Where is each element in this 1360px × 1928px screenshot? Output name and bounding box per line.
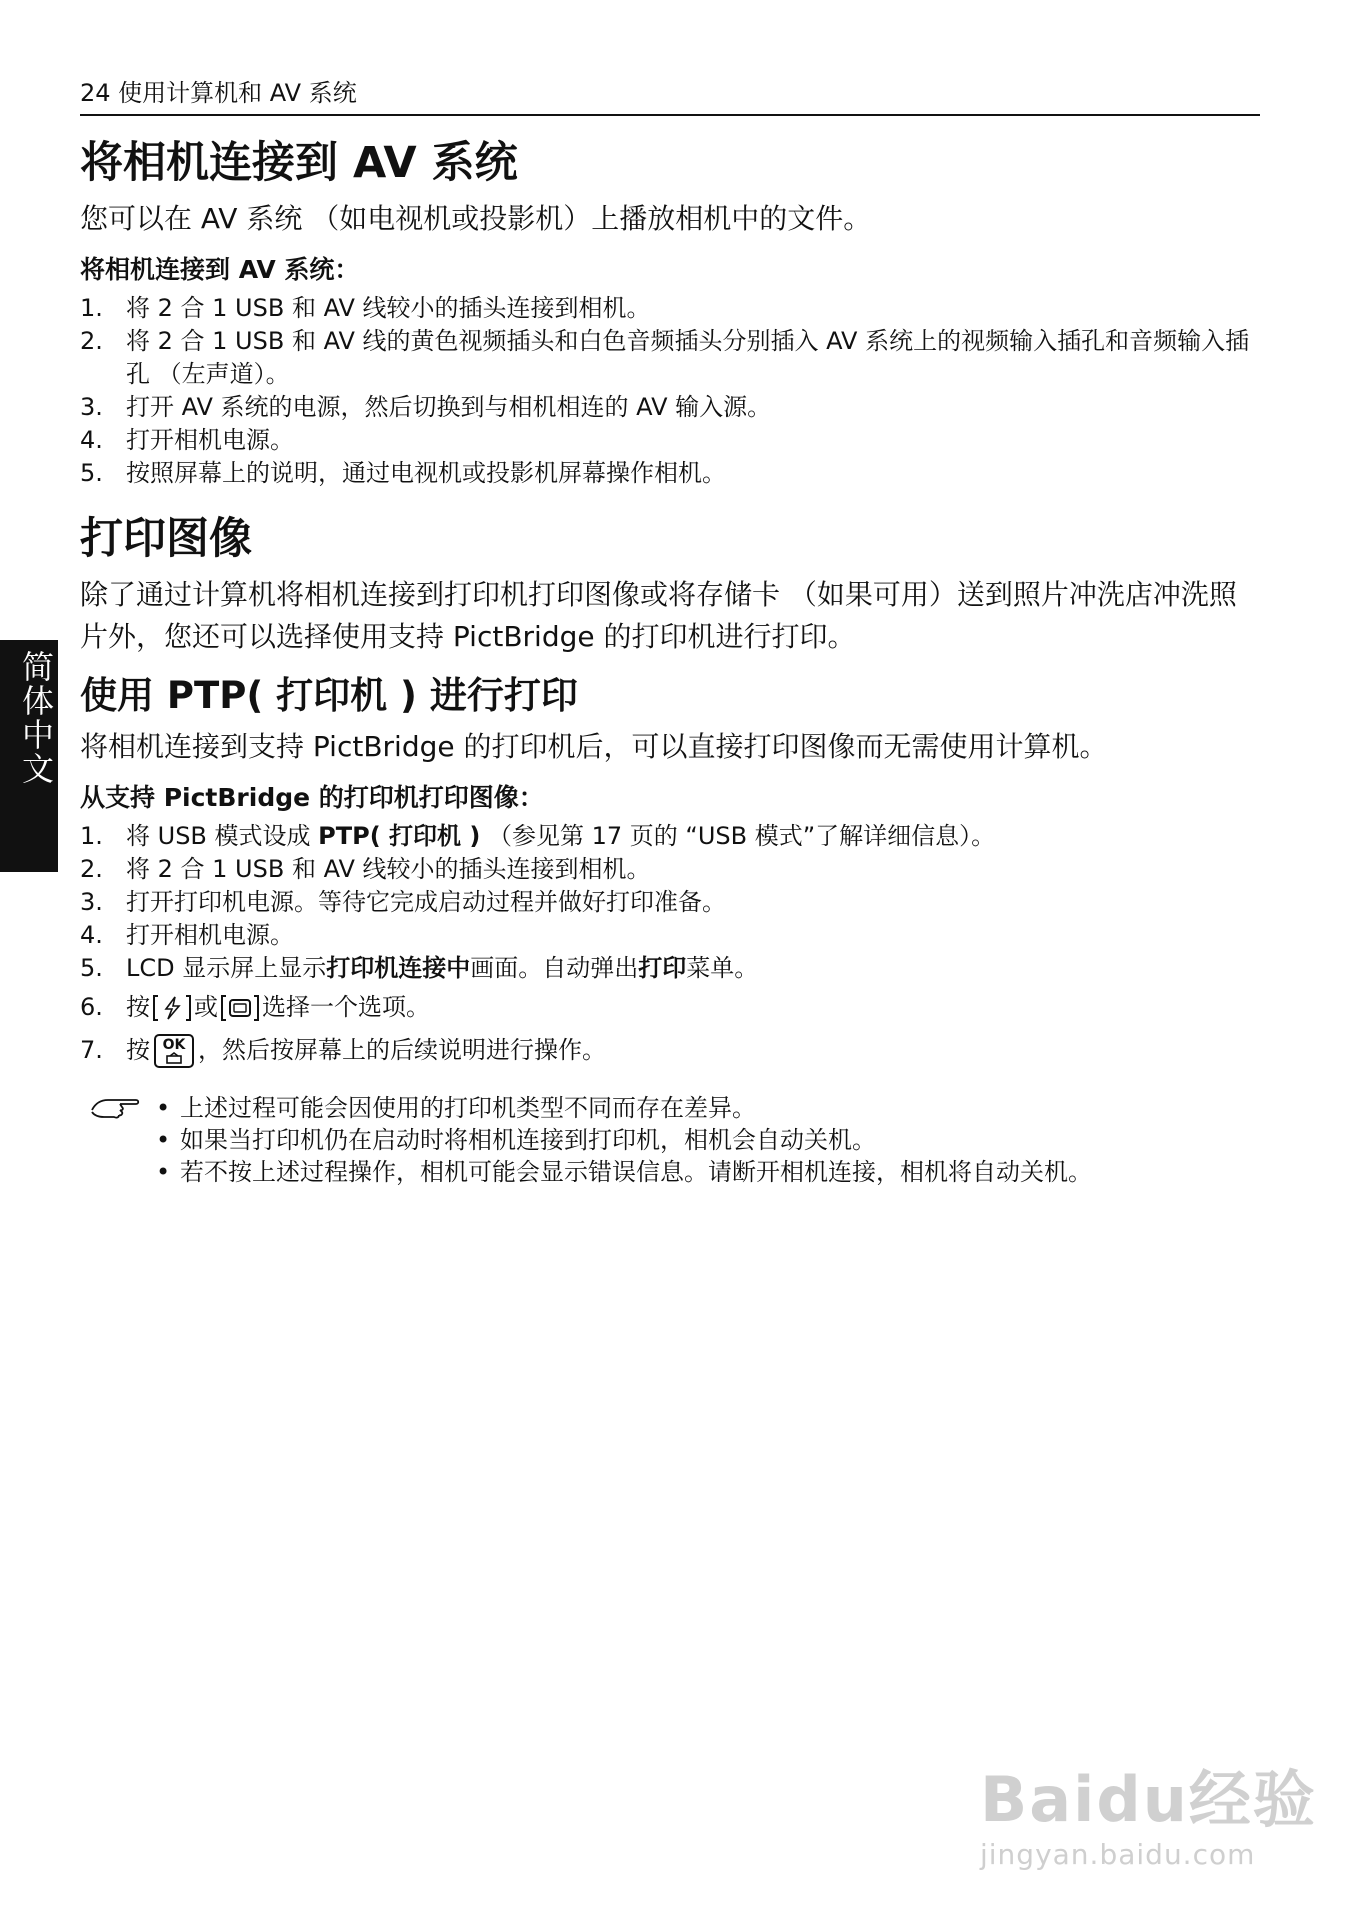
notes-list xyxy=(150,1092,1260,1188)
header-rule xyxy=(80,114,1260,116)
note-block xyxy=(80,1092,1260,1188)
main-content xyxy=(80,128,1260,1188)
section-intro-print: 除了通过计算机将相机连接到打印机打印图像或将存储卡 （如果可用）送到照片冲洗店冲洗照片外，您还可以选择使用支持 PictBridge 的打印机进行打印。 xyxy=(80,578,1237,653)
section-intro-av: 您可以在 AV 系统 （如电视机或投影机）上播放相机中的文件。 xyxy=(80,202,872,235)
list-item: 4. 打开相机电源。 xyxy=(80,921,294,949)
list-item: 3. 打开打印机电源。等待它完成启动过程并做好打印准备。 xyxy=(80,888,726,916)
list-item: 1. 将 USB 模式设成 PTP( 打印机 ) （参见第 17 页的 “USB 模式”了解详细信息）。 xyxy=(80,822,996,850)
list-item: • 上述过程可能会因使用的打印机类型不同而存在差异。 xyxy=(150,1092,1260,1124)
language-side-tab xyxy=(0,640,58,872)
ptp-steps-list xyxy=(80,820,1260,1068)
list-item: 2. 将 2 合 1 USB 和 AV 线的黄色视频插头和白色音频插头分别插入 AV 系统上的视频输入插孔和音频输入插孔 （左声道）。 xyxy=(80,327,1250,388)
subhead-ptp-steps: 从支持 PictBridge 的打印机打印图像： xyxy=(80,783,544,812)
subhead-av-steps: 将相机连接到 AV 系统： xyxy=(80,255,360,284)
watermark-url: jingyan.baidu.com xyxy=(980,1838,1256,1871)
list-item: 6. 按 或 选择一个选项。 xyxy=(80,993,430,1021)
flash-button-icon xyxy=(152,993,192,1023)
list-item: 5. 按照屏幕上的说明，通过电视机或投影机屏幕操作相机。 xyxy=(80,459,726,487)
list-item: 4. 打开相机电源。 xyxy=(80,426,294,454)
list-item: 7. 按 OK ，然后按屏幕上的后续说明进行操作。 xyxy=(80,1034,1260,1068)
pointing-hand-icon xyxy=(90,1094,142,1120)
ok-button-icon: OK xyxy=(154,1034,194,1068)
list-item: 5. LCD 显示屏上显示打印机连接中画面。自动弹出打印菜单。 xyxy=(80,954,759,982)
section-title-av: 将相机连接到 AV 系统 xyxy=(80,138,518,188)
baidu-watermark xyxy=(960,1720,1330,1900)
section-title-print: 打印图像 xyxy=(80,514,252,564)
list-item: 3. 打开 AV 系统的电源，然后切换到与相机相连的 AV 输入源。 xyxy=(80,393,772,421)
watermark-logo: Baidu经验 xyxy=(980,1763,1317,1836)
list-item: • 如果当打印机仍在启动时将相机连接到打印机，相机会自动关机。 xyxy=(150,1124,1260,1156)
side-tab-label: 简体中文 xyxy=(17,650,55,786)
display-button-icon xyxy=(220,993,260,1023)
section-title-ptp: 使用 PTP( 打印机 ) 进行打印 xyxy=(80,674,578,717)
list-item: 1. 将 2 合 1 USB 和 AV 线较小的插头连接到相机。 xyxy=(80,294,651,322)
page-header: 24 使用计算机和 AV 系统 xyxy=(80,79,357,107)
list-item: • 若不按上述过程操作，相机可能会显示错误信息。请断开相机连接，相机将自动关机。 xyxy=(150,1156,1260,1188)
section-intro-ptp: 将相机连接到支持 PictBridge 的打印机后，可以直接打印图像而无需使用计算机。 xyxy=(80,730,1108,763)
list-item: 2. 将 2 合 1 USB 和 AV 线较小的插头连接到相机。 xyxy=(80,855,651,883)
av-steps-list xyxy=(80,292,1260,490)
